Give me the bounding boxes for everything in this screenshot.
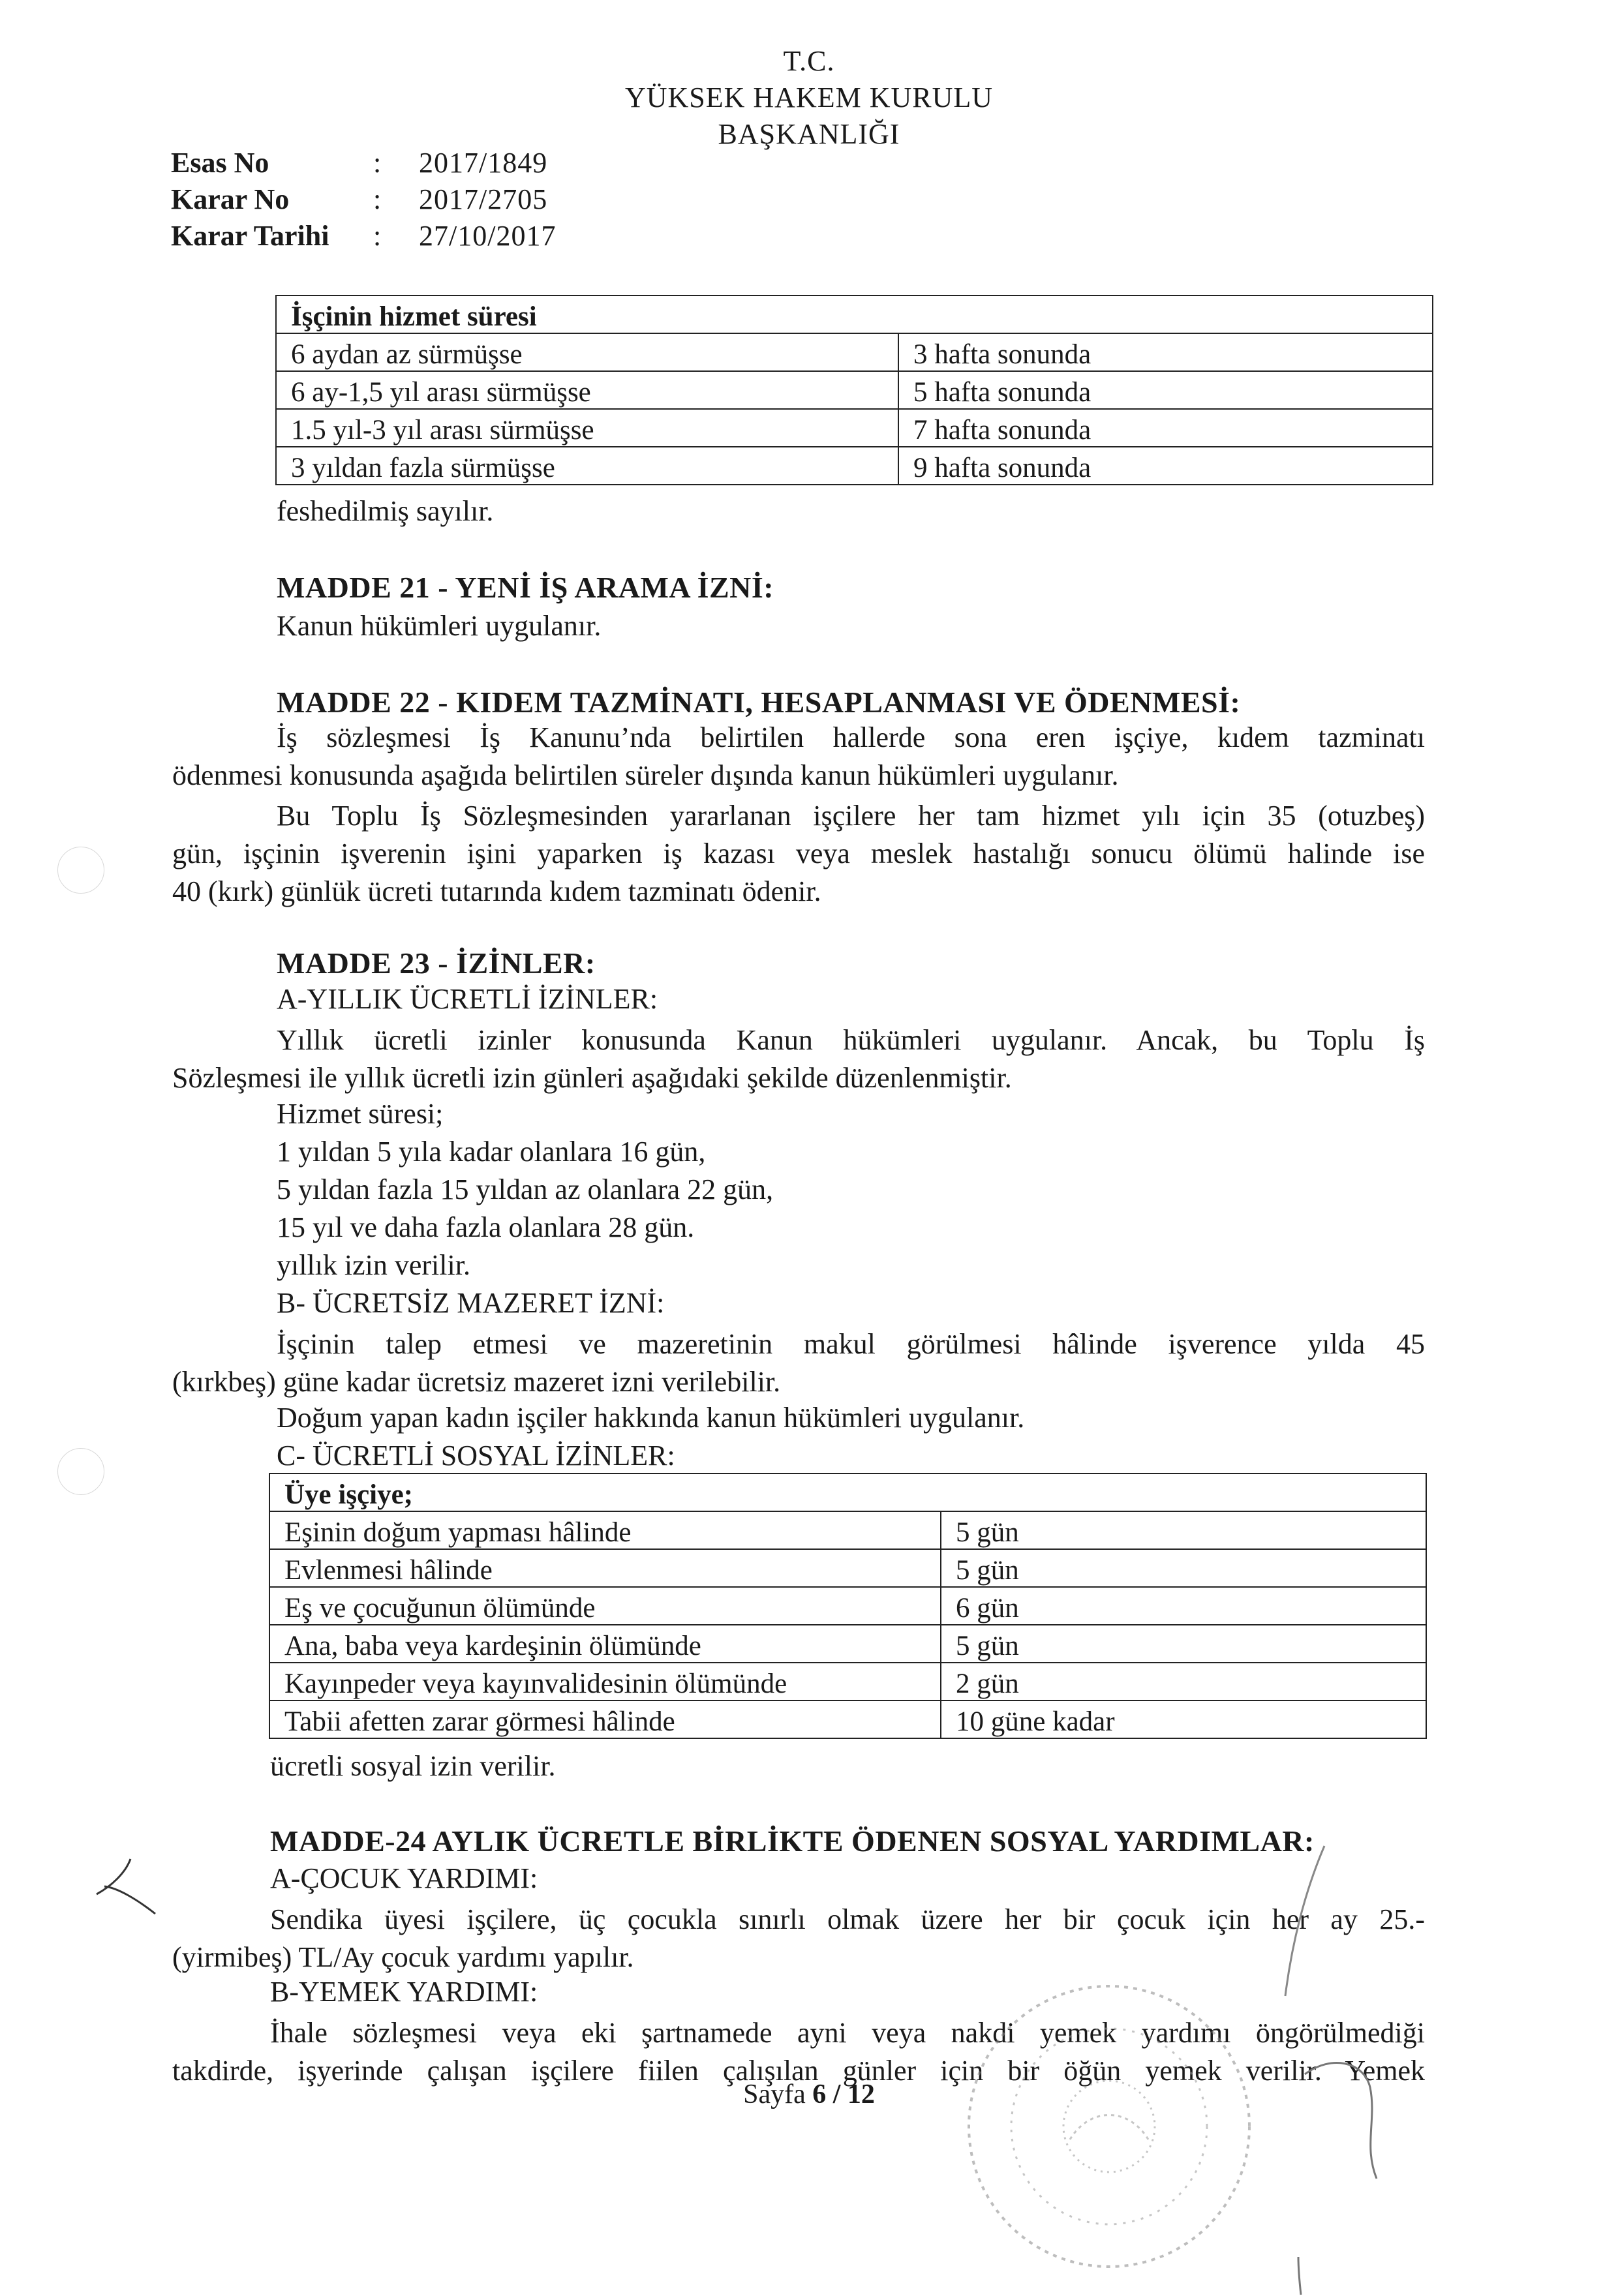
punch-hole-top (57, 847, 104, 894)
text-line: İş sözleşmesi İş Kanunu’nda belirtilen hallerde sona eren işçiye, kıdem tazminatı (277, 721, 1425, 753)
table-row (269, 1511, 1426, 1549)
madde-23-a-line-3: 5 yıldan fazla 15 yıldan az olanlara 22 gün, (277, 1173, 774, 1205)
table-heading: İşçinin hizmet süresi (276, 295, 1433, 333)
madde-24-a-paragraph (172, 1901, 1425, 1976)
table-row (276, 333, 1433, 371)
madde-23-a-line-4: 15 yıl ve daha fazla olanlara 28 gün. (277, 1211, 695, 1243)
table-row (269, 1473, 1426, 1511)
table-row (269, 1549, 1426, 1587)
table-row (269, 1625, 1426, 1663)
table-cell: Eş ve çocuğunun ölümünde (269, 1587, 941, 1625)
meta-label: Karar Tarihi (171, 220, 329, 252)
text-line: İhale sözleşmesi veya eki şartnamede ayni veya nakdi yemek yardımı öngörülmediği (270, 2017, 1425, 2049)
meta-karar-no (171, 185, 547, 214)
table-cell: Eşinin doğum yapması hâlinde (269, 1511, 941, 1549)
text-line: Bu Toplu İş Sözleşmesinden yararlanan işçilere her tam hizmet yılı için 35 (otuzbeş) (277, 800, 1425, 832)
text-line: gün, işçinin işverenin işini yaparken iş kazası veya meslek hastalığı sonucu ölümü halinde ise (172, 838, 1425, 869)
table-row (276, 409, 1433, 447)
table-row (276, 447, 1433, 485)
header-tc: T.C. (783, 45, 835, 77)
madde-23-a-line-1: Hizmet süresi; (277, 1098, 444, 1130)
madde-23-c-title: C- ÜCRETLİ SOSYAL İZİNLER: (277, 1440, 675, 1472)
table-cell: 6 gün (941, 1587, 1426, 1625)
official-seal-stamp (959, 1976, 1259, 2276)
text-line: ödenmesi konusunda aşağıda belirtilen süreler dışında kanun hükümleri uygulanır. (172, 759, 1119, 791)
text-line: Sözleşmesi ile yıllık ücretli izin günleri aşağıdaki şekilde düzenlenmiştir. (172, 1062, 1012, 1094)
page-sep: / (826, 2079, 847, 2109)
text-line: (kırkbeş) güne kadar ücretsiz mazeret izni verilebilir. (172, 1366, 781, 1398)
table-cell: 1.5 yıl-3 yıl arası sürmüşse (276, 409, 898, 447)
table-row (269, 1587, 1426, 1625)
table-cell: 3 hafta sonunda (898, 333, 1433, 371)
table-cell: 9 hafta sonunda (898, 447, 1433, 485)
table-cell: 5 gün (941, 1549, 1426, 1587)
table-cell: 5 gün (941, 1511, 1426, 1549)
table-cell: Kayınpeder veya kayınvalidesinin ölümünde (269, 1663, 941, 1700)
madde-24-a-title: A-ÇOCUK YARDIMI: (270, 1862, 538, 1894)
header-office: BAŞKANLIĞI (718, 118, 900, 150)
punch-hole-bottom (57, 1448, 104, 1495)
madde-24-heading: MADDE-24 AYLIK ÜCRETLE BİRLİKTE ÖDENEN SOSYAL YARDIMLAR: (270, 1824, 1315, 1858)
madde-22-heading: MADDE 22 - KIDEM TAZMİNATI, HESAPLANMASI VE ÖDENMESİ: (277, 686, 1241, 719)
table-row (269, 1700, 1426, 1738)
page-total: 12 (847, 2079, 875, 2109)
madde-24-b-title: B-YEMEK YARDIMI: (270, 1976, 538, 2008)
table-cell: Ana, baba veya kardeşinin ölümünde (269, 1625, 941, 1663)
table-row (276, 371, 1433, 409)
madde-22-paragraph-1 (172, 719, 1425, 794)
madde-23-heading: MADDE 23 - İZİNLER: (277, 946, 596, 980)
text-line: İşçinin talep etmesi ve mazeretinin makul görülmesi hâlinde işverence yılda 45 (277, 1328, 1425, 1360)
social-leave-after: ücretli sosyal izin verilir. (270, 1750, 556, 1782)
page-prefix: Sayfa (743, 2079, 813, 2109)
meta-value: 2017/1849 (419, 147, 548, 179)
table-cell: 5 hafta sonunda (898, 371, 1433, 409)
table-row (269, 1663, 1426, 1700)
madde-23-b-title: B- ÜCRETSİZ MAZERET İZNİ: (277, 1287, 665, 1319)
margin-check-mark (91, 1854, 163, 1926)
meta-karar-tarihi (171, 222, 556, 250)
signature-mark (1266, 1839, 1409, 2296)
text-line: (yirmibeş) TL/Ay çocuk yardımı yapılır. (172, 1941, 634, 1973)
table-cell: Tabii afetten zarar görmesi hâlinde (269, 1700, 941, 1738)
text-line: takdirde, işyerinde çalışan işçilere fiilen çalışılan günler için bir öğün yemek verilir. Yemek (172, 2055, 1425, 2087)
madde-23-a-line-5: yıllık izin verilir. (277, 1249, 470, 1281)
meta-sep: : (373, 183, 382, 215)
table-cell: 5 gün (941, 1625, 1426, 1663)
table-cell: Evlenmesi hâlinde (269, 1549, 941, 1587)
table-cell: 10 güne kadar (941, 1700, 1426, 1738)
meta-value: 27/10/2017 (419, 220, 557, 252)
table-cell: 6 ay-1,5 yıl arası sürmüşse (276, 371, 898, 409)
service-table-after: feshedilmiş sayılır. (277, 495, 494, 527)
header-org: YÜKSEK HAKEM KURULU (624, 82, 994, 113)
meta-sep: : (373, 147, 382, 179)
meta-sep: : (373, 220, 382, 252)
meta-esas-no (171, 149, 547, 177)
page-current: 6 (812, 2079, 827, 2109)
page-number (0, 2081, 1618, 2108)
table-cell: 6 aydan az sürmüşse (276, 333, 898, 371)
meta-label: Karar No (171, 183, 290, 215)
madde-21-heading: MADDE 21 - YENİ İŞ ARAMA İZNİ: (277, 571, 774, 604)
madde-23-b-paragraph-2: Doğum yapan kadın işçiler hakkında kanun hükümleri uygulanır. (277, 1402, 1025, 1434)
table-cell: 3 yıldan fazla sürmüşse (276, 447, 898, 485)
table-cell: 2 gün (941, 1663, 1426, 1700)
madde-23-b-paragraph (172, 1325, 1425, 1401)
madde-22-paragraph-2 (172, 797, 1425, 911)
madde-23-a-title: A-YILLIK ÜCRETLİ İZİNLER: (277, 983, 658, 1015)
text-line: Yıllık ücretli izinler konusunda Kanun hükümleri uygulanır. Ancak, bu Toplu İş (277, 1024, 1425, 1056)
madde-23-a-line-2: 1 yıldan 5 yıla kadar olanlara 16 gün, (277, 1136, 706, 1168)
madde-23-a-paragraph (172, 1021, 1425, 1097)
social-leave-table (269, 1473, 1427, 1739)
meta-value: 2017/2705 (419, 183, 548, 215)
table-row (276, 295, 1433, 333)
service-duration-table (275, 295, 1433, 485)
meta-label: Esas No (171, 147, 269, 179)
table-heading: Üye işçiye; (269, 1473, 1426, 1511)
table-cell: 7 hafta sonunda (898, 409, 1433, 447)
madde-21-text: Kanun hükümleri uygulanır. (277, 610, 602, 642)
text-line: 40 (kırk) günlük ücreti tutarında kıdem tazminatı ödenir. (172, 875, 821, 907)
text-line: Sendika üyesi işçilere, üç çocukla sınırlı olmak üzere her bir çocuk için her ay 25.- (270, 1903, 1425, 1935)
